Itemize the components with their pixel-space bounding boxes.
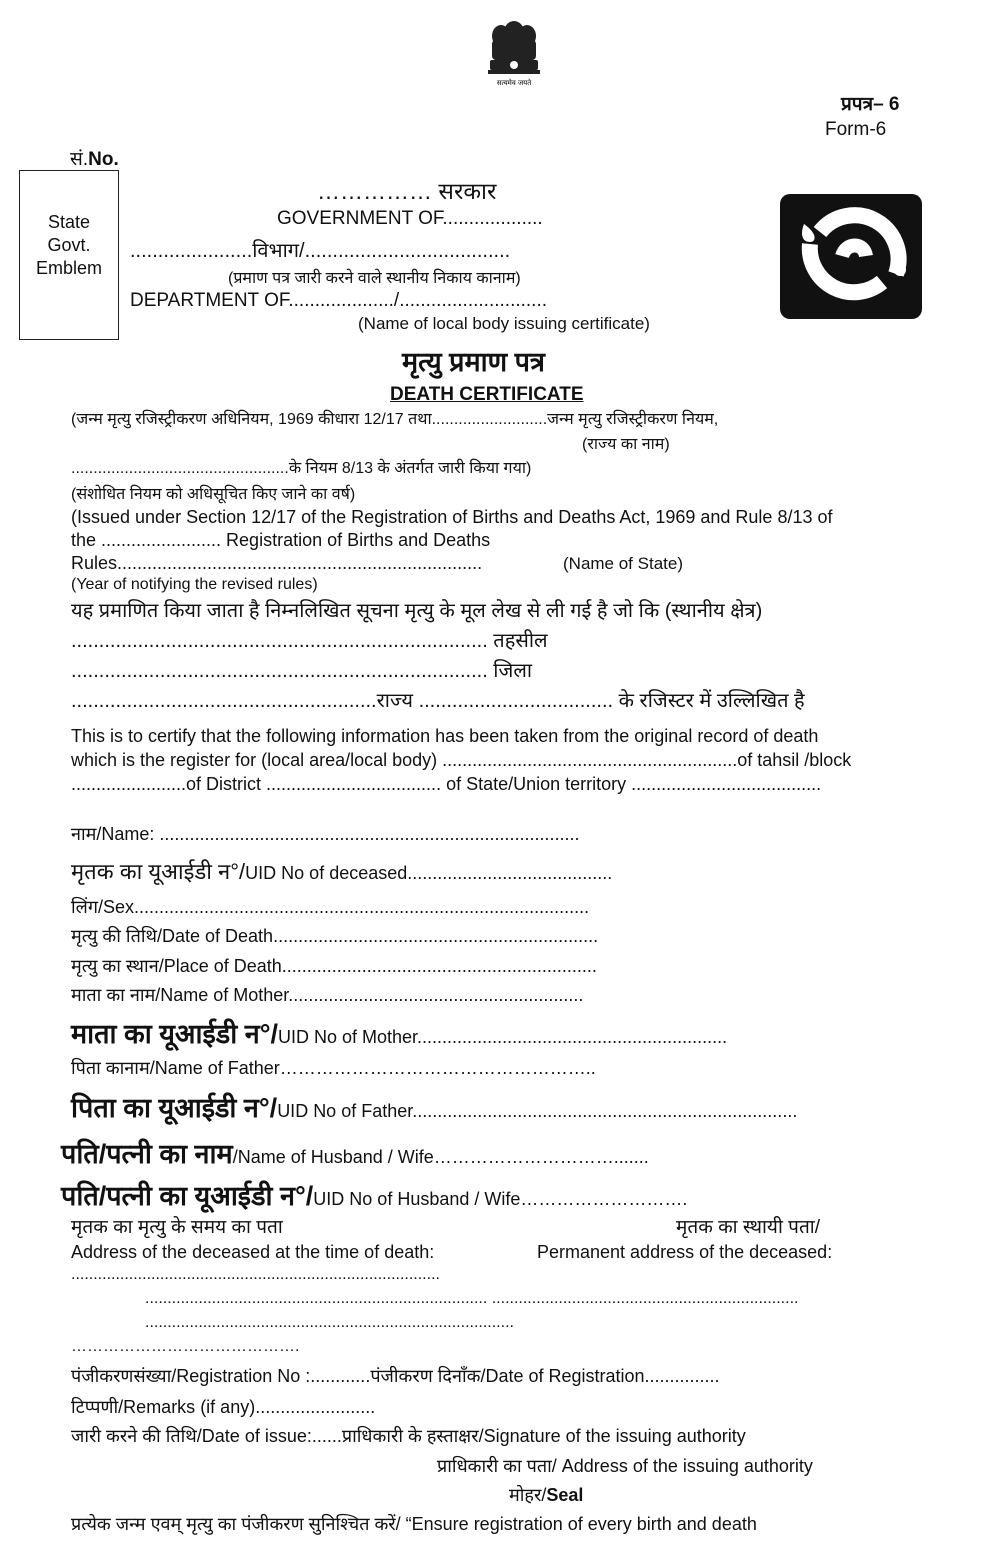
address-permanent-en: Permanent address of the deceased: [537, 1242, 833, 1262]
field-remarks: टिप्पणी/Remarks (if any)........................ [71, 1397, 376, 1417]
state-emblem-box: State Govt. Emblem [19, 170, 119, 340]
address-dots-4: ……………………………………. [71, 1338, 300, 1355]
preamble-en-year: (Year of notifying the revised rules) [71, 576, 318, 593]
field-uid-mother: माता का यूआईडी न°/UID No of Mother.............................................................. [71, 1019, 728, 1049]
address-dots-2: ............................................................................. ..................................................................... [145, 1290, 799, 1307]
preamble-en-line3: Rules......................................................................... [71, 553, 483, 573]
address-death-en: Address of the deceased at the time of death: [71, 1242, 435, 1262]
department-en: DEPARTMENT OF..................../............................ [130, 290, 548, 311]
field-father-name: पिता कानाम/Name of Father…………………………………………….. [71, 1058, 596, 1078]
address-dots-1: ................................................................................... [71, 1266, 440, 1283]
certify-hi-line1: यह प्रमाणित किया जाता है निम्नलिखित सूचना मृत्यु के मूल लेख से ली गई है जो कि (स्थानीय क्षेत्र) [71, 600, 763, 622]
field-uid-deceased: मृतक का यूआईडी न°/UID No of deceased......................................... [71, 859, 613, 884]
national-emblem [474, 10, 554, 90]
preamble-en-line2: the ........................ Registration of Births and Deaths [71, 530, 491, 550]
government-en: GOVERNMENT OF................... [277, 208, 543, 229]
address-death-hi: मृतक का मृत्यु के समय का पता [71, 1217, 283, 1238]
serial-number-label: सं.No. [70, 149, 119, 170]
field-place-of-death: मृत्यु का स्थान/Place of Death............................................................... [71, 956, 597, 976]
department-hi: ......................विभाग/..................................... [130, 240, 511, 262]
field-date-of-issue: जारी करने की तिथि/Date of issue:......प्राधिकारी के हस्ताक्षर/Signature of the issuing authority [71, 1426, 746, 1446]
form-number-hi: प्रपत्र– 6 [841, 94, 900, 115]
local-body-hi: (प्रमाण पत्र जारी करने वाले स्थानीय निकाय कानाम) [228, 270, 521, 287]
svg-text:सत्यमेव जयते: सत्यमेव जयते [496, 79, 532, 87]
certify-hi-line3: ........................................................................... जिला [71, 660, 533, 682]
form-number-en: Form-6 [825, 119, 887, 140]
government-hi: …………… सरकार [317, 178, 497, 204]
certify-en-line1: This is to certify that the following information has been taken from the original record of death [71, 726, 819, 746]
certify-hi-line4: .......................................................राज्य ................................... के रजिस्टर में उल्लिखित है [71, 690, 805, 712]
field-registration: पंजीकरणसंख्या/Registration No :............पंजीकरण दिनाँक/Date of Registration............... [71, 1366, 720, 1386]
registration-logo [780, 194, 922, 319]
certify-en-line2: which is the register for (local area/local body) ...........................................................of tahsil /block [71, 750, 852, 770]
title-en: DEATH CERTIFICATE [390, 384, 584, 405]
local-body-en: (Name of local body issuing certificate) [358, 314, 650, 333]
field-spouse-name: पति/पत्नी का नाम/Name of Husband / Wife…………………………....... [61, 1139, 649, 1169]
title-hi: मृत्यु प्रमाण पत्र [402, 347, 545, 377]
preamble-hi-line1: (जन्म मृत्यु रजिस्ट्रीकरण अधिनियम, 1969 कीधारा 12/17 तथा..........................जन्म मृत्यु रजिस्ट्रीकरण नियम, [71, 411, 719, 428]
seal-label: मोहर/Seal [509, 1485, 584, 1505]
field-name: नाम/Name: .................................................................................... [71, 824, 580, 844]
preamble-hi-state: (राज्य का नाम) [582, 436, 670, 453]
preamble-en-line1: (Issued under Section 12/17 of the Registration of Births and Deaths Act, 1969 and Rule 8/13 of [71, 507, 833, 527]
field-sex: लिंग/Sex........................................................................................... [71, 897, 590, 917]
address-permanent-hi: मृतक का स्थायी पता/ [676, 1217, 820, 1238]
field-uid-father: पिता का यूआईडी न°/UID No of Father............................................................................. [71, 1093, 798, 1123]
field-uid-spouse: पति/पत्नी का यूआईडी न°/UID No of Husband / Wife………………………. [61, 1181, 688, 1211]
preamble-en-state: (Name of State) [563, 554, 683, 573]
authority-address: प्राधिकारी का पता/ Address of the issuing authority [437, 1456, 813, 1476]
ashoka-lions-icon [474, 10, 554, 90]
field-mother-name: माता का नाम/Name of Mother........................................................... [71, 985, 584, 1005]
preamble-hi-line2: .................................................के नियम 8/13 के अंतर्गत जारी किया गया) [71, 460, 532, 477]
field-date-of-death: मृत्यु की तिथि/Date of Death................................................................. [71, 926, 599, 946]
certify-hi-line2: ........................................................................... तहसील [71, 630, 548, 652]
address-dots-3: ................................................................................... [145, 1314, 514, 1331]
preamble-hi-year: (संशोधित नियम को अधिसूचित किए जाने का वर्ष) [71, 486, 356, 503]
birth-death-logo-icon [780, 194, 922, 319]
certify-en-line3: .......................of District ................................... of State/Union territory ...................................... [71, 774, 822, 794]
footer-note: प्रत्येक जन्म एवम् मृत्यु का पंजीकरण सुनिश्चित करें/ “Ensure registration of every birth and death [71, 1514, 757, 1534]
